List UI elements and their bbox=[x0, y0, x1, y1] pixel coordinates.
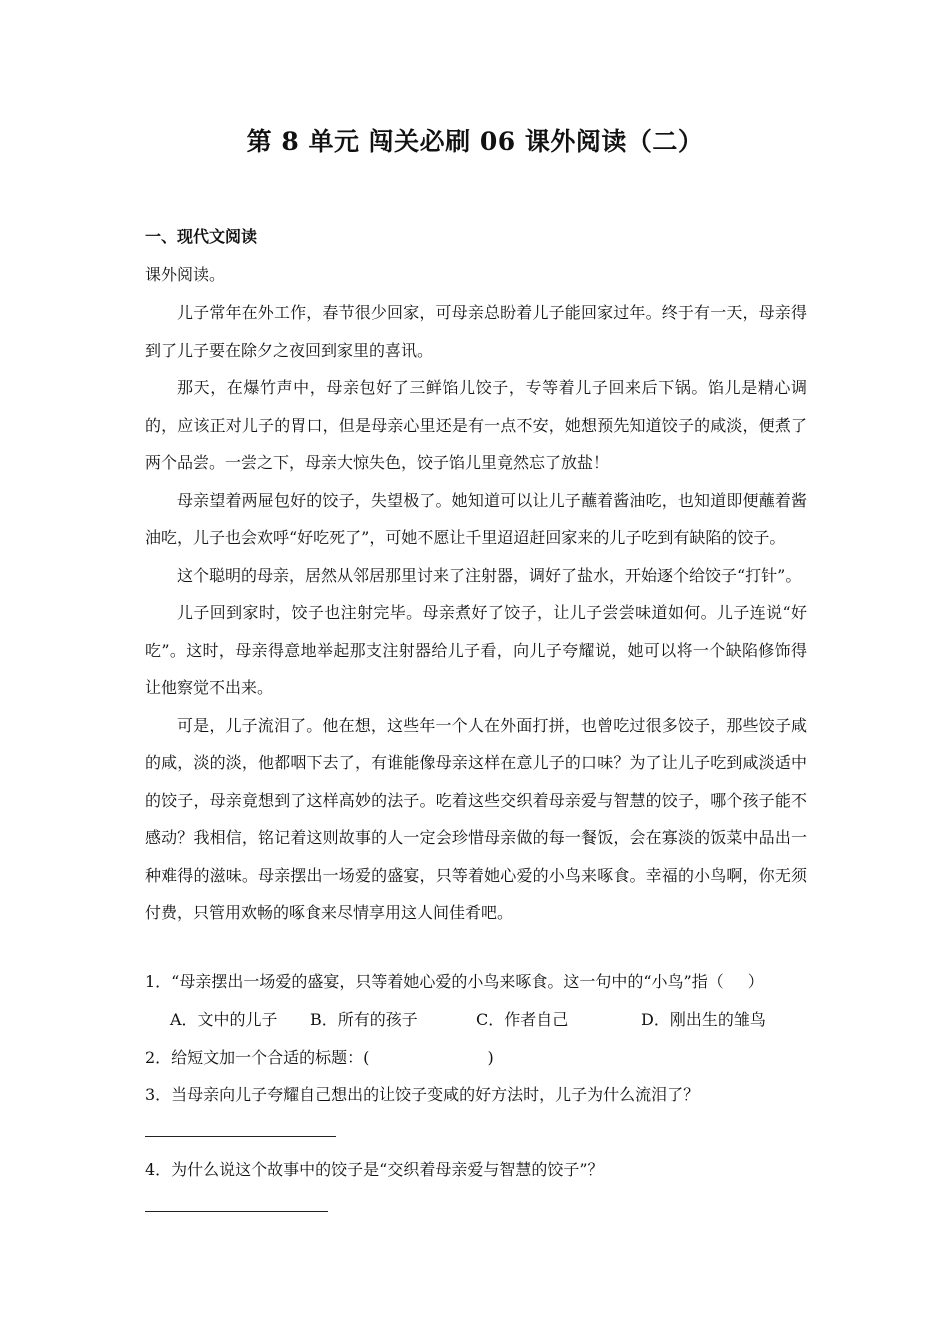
choice-a[interactable]: A．文中的儿子 bbox=[170, 1010, 278, 1029]
question-2-text: 2．给短文加一个合适的标题：( bbox=[145, 1048, 370, 1067]
choice-d[interactable]: D．刚出生的雏鸟 bbox=[641, 1010, 766, 1029]
passage-paragraph: 儿子常年在外工作，春节很少回家，可母亲总盼着儿子能回家过年。终于有一天，母亲得到了儿子要在除夕之夜回到家里的喜讯。 bbox=[145, 303, 807, 360]
page-title: 第 8 单元 闯关必刷 06 课外阅读（二） bbox=[246, 127, 704, 156]
question-2 bbox=[145, 1045, 494, 1068]
reading-instruction: 课外阅读。 bbox=[145, 265, 226, 284]
passage-paragraph: 儿子回到家时，饺子也注射完毕。母亲煮好了饺子，让儿子尝尝味道如何。儿子连说“好吃”。这时，母亲得意地举起那支注射器给儿子看，向儿子夸耀说，她可以将一个缺陷修饰得让他察觉不出来。 bbox=[145, 603, 807, 697]
question-3-answer-line[interactable] bbox=[145, 1136, 336, 1137]
question-1-close-paren: ） bbox=[747, 972, 764, 991]
passage-paragraph: 那天，在爆竹声中，母亲包好了三鲜馅儿饺子，专等着儿子回来后下锅。馅儿是精心调的，应该正对儿子的胃口，但是母亲心里还是有一点不安，她想预先知道饺子的咸淡，便煮了两个品尝。一尝之下，母亲大惊失色，饺子馅儿里竟然忘了放盐！ bbox=[145, 378, 807, 472]
question-1-text: 1．“母亲摆出一场爱的盛宴，只等着她心爱的小鸟来啄食。这一句中的“小鸟”指（ bbox=[145, 972, 724, 991]
question-3: 3．当母亲向儿子夸耀自己想出的让饺子变咸的好方法时，儿子为什么流泪了？ bbox=[145, 1085, 700, 1104]
question-1 bbox=[145, 969, 764, 992]
choice-c[interactable]: C．作者自己 bbox=[476, 1010, 569, 1029]
passage-paragraph: 这个聪明的母亲，居然从邻居那里讨来了注射器，调好了盐水，开始逐个给饺子“打针”。 bbox=[177, 565, 802, 585]
question-4-answer-line[interactable] bbox=[145, 1211, 328, 1212]
question-4: 4．为什么说这个故事中的饺子是“交织着母亲爱与智慧的饺子”？ bbox=[145, 1160, 604, 1179]
section-heading: 一、现代文阅读 bbox=[145, 227, 258, 246]
passage-paragraph: 可是，儿子流泪了。他在想，这些年一个人在外面打拼，也曾吃过很多饺子，那些饺子咸的咸，淡的淡，他都咽下去了，有谁能像母亲这样在意儿子的口味？为了让儿子吃到咸淡适中的饺子，母亲竟想到了这样高妙的法子。吃着这些交织着母亲爱与智慧的饺子，哪个孩子能不感动？我相信，铭记着这则故事的人一定会珍惜母亲做的每一餐饭，会在寡淡的饭菜中品出一种难得的滋味。母亲摆出一场爱的盛宴，只等着她心爱的小鸟来啄食。幸福的小鸟啊，你无须付费，只管用欢畅的啄食来尽情享用这人间佳肴吧。 bbox=[145, 715, 807, 922]
question-2-close-paren: ) bbox=[487, 1048, 494, 1067]
choice-b[interactable]: B．所有的孩子 bbox=[310, 1010, 418, 1029]
reading-passage bbox=[145, 294, 807, 932]
passage-paragraph: 母亲望着两屉包好的饺子，失望极了。她知道可以让儿子蘸着酱油吃，也知道即便蘸着酱油吃，儿子也会欢呼“好吃死了”，可她不愿让千里迢迢赶回家来的儿子吃到有缺陷的饺子。 bbox=[145, 490, 807, 547]
